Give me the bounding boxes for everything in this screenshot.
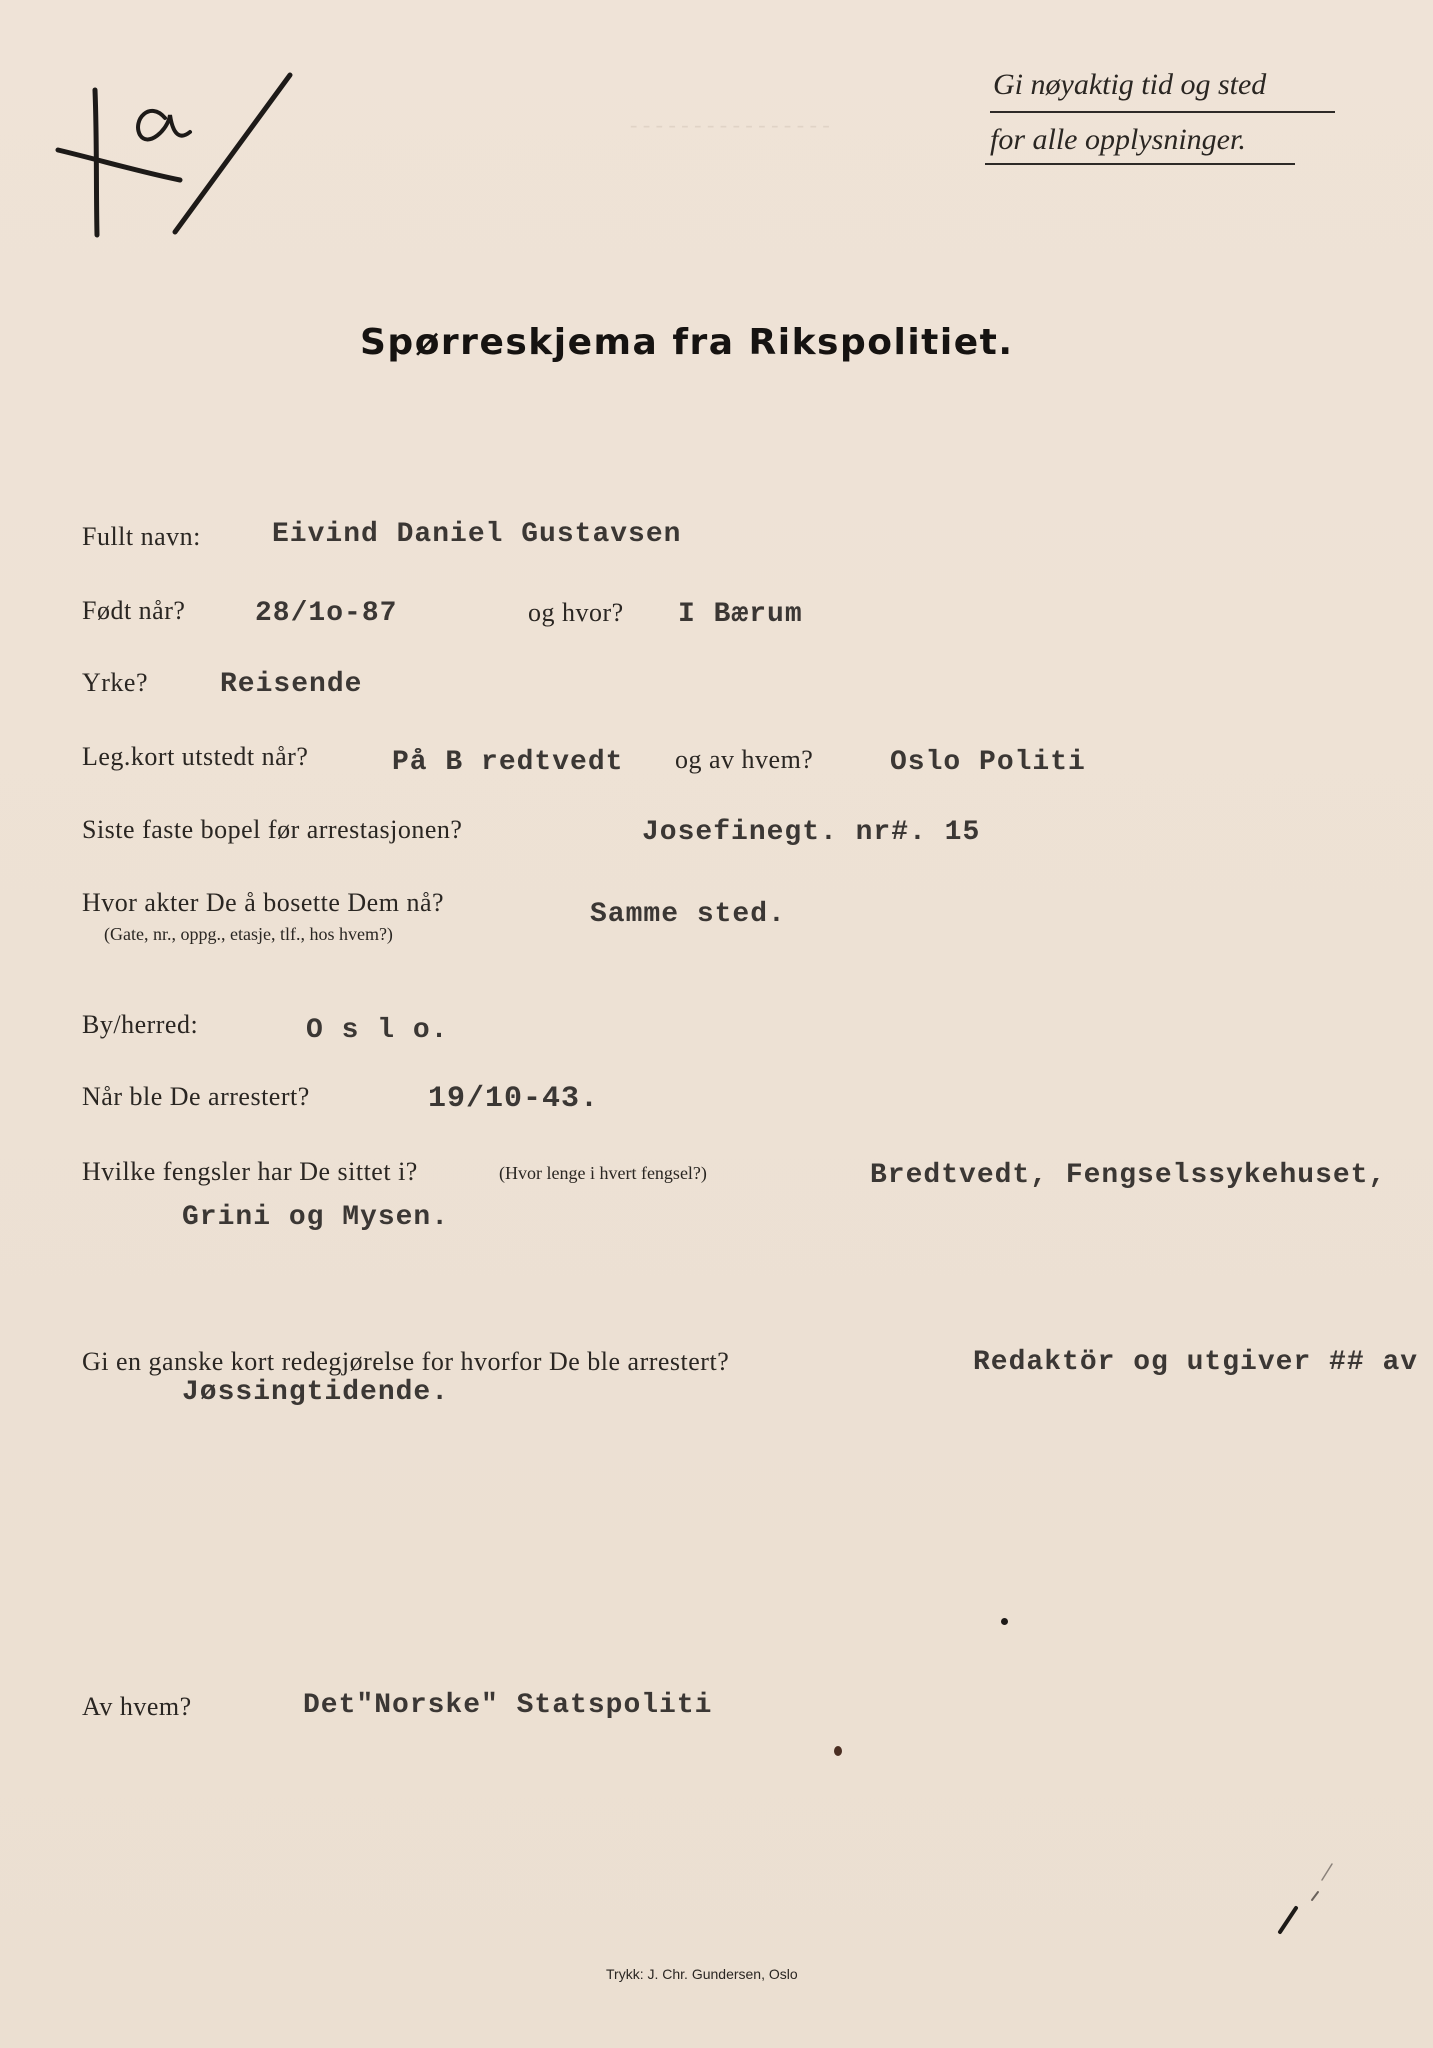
prisons-label: Hvilke fengsler har De sittet i? [82,1157,418,1186]
reason-value-line-2: Jøssingtidende. [182,1377,450,1408]
arrested-when-label: Når ble De arrestert? [82,1082,310,1111]
printer-credit: Trykk: J. Chr. Gundersen, Oslo [606,1966,798,1982]
instruction-line-2: for alle opplysninger. [990,123,1246,156]
legcard-when-label: Leg.kort utstedt når? [82,742,309,771]
last-address-value: Josefinegt. nr#. 15 [642,817,981,848]
last-address-label: Siste faste bopel før arrestasjonen? [82,815,463,844]
born-where-value: I Bærum [678,599,803,630]
instruction-underline-1 [990,111,1335,113]
legcard-when-value: På B redtvedt [392,747,624,778]
handwritten-mark [40,60,300,240]
reason-label: Gi en ganske kort redegjørelse for hvorfor De ble arrestert? [82,1347,730,1376]
settle-label: Hvor akter De å bosette Dem nå? [82,888,445,917]
municipality-label: By/herred: [82,1010,199,1039]
pen-stroke-mark [1270,1860,1350,1940]
by-whom-label: Av hvem? [82,1692,192,1721]
municipality-value: O s l o. [306,1015,449,1046]
instruction-line-1: Gi nøyaktig tid og sted [993,68,1267,101]
born-when-value: 28/1o-87 [255,598,398,629]
born-where-label: og hvor? [528,598,624,627]
ink-dot [1001,1618,1008,1625]
prisons-hint: (Hvor lenge i hvert fengsel?) [499,1163,707,1183]
ink-dot-brown [834,1746,842,1756]
form-title: Spørreskjema fra Rikspolitiet. [360,322,1014,363]
reason-value-line-1: Redaktör og utgiver ## av [973,1347,1419,1378]
name-value: Eivind Daniel Gustavsen [272,519,682,550]
arrested-when-value: 19/10-43. [428,1082,600,1116]
occupation-value: Reisende [220,669,363,700]
prisons-value-line-2: Grini og Mysen. [182,1202,450,1233]
legcard-who-label: og av hvem? [675,745,814,774]
legcard-who-value: Oslo Politi [890,747,1086,778]
settle-value: Samme sted. [590,899,786,930]
born-when-label: Født når? [82,596,186,625]
name-label: Fullt navn: [82,522,201,551]
occupation-label: Yrke? [82,668,149,697]
instruction-underline-2 [985,163,1295,165]
bleed-through: - - - - - - - - - - - - - - - - [630,112,830,137]
by-whom-value: Det"Norske" Statspoliti [303,1690,713,1721]
settle-hint: (Gate, nr., oppg., etasje, tlf., hos hvem?) [104,924,393,944]
prisons-value-line-1: Bredtvedt, Fengselssykehuset, [870,1160,1387,1191]
